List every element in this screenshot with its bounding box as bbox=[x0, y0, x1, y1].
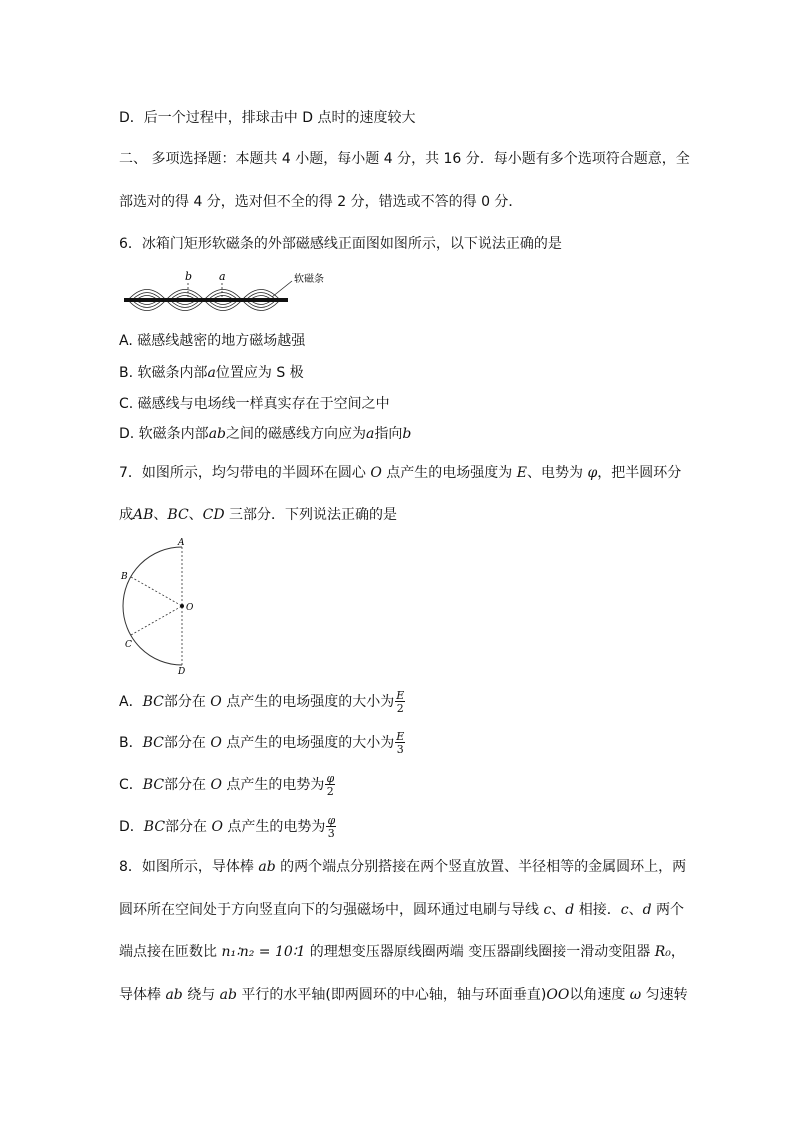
q6-option-c: C. 磁感线与电场线一样真实存在于空间之中 bbox=[119, 396, 390, 412]
q8-line1: 8．如图所示，导体棒 ab 的两个端点分别搭接在两个竖直放置、半径相等的金属圆环上，两 bbox=[119, 859, 687, 875]
q7-option-d: D．BC部分在 O 点产生的电势为 $\frac{\varphi}{3}$ bbox=[119, 814, 336, 840]
q7-option-b-fraction: $\frac{E}{3}$ bbox=[396, 730, 405, 756]
q7-figure-semicircle bbox=[115, 535, 205, 675]
q7-stem-line2: 成AB、BC、CD 三部分．下列说法正确的是 bbox=[119, 507, 398, 523]
q6-figure-magnetic-strip bbox=[122, 269, 362, 315]
q6-option-d: D. 软磁条内部ab之间的磁感线方向应为a指向b bbox=[119, 426, 412, 442]
q8-line3: 端点接在匝数比 n₁∶n₂ = 10∶1 的理想变压器原线圈两端 变压器副线圈接一滑动变阻器 R₀， bbox=[119, 944, 685, 960]
q7-stem-line1: 7．如图所示，均匀带电的半圆环在圆心 O 点产生的电场强度为 E、电势为 φ，把半圆环分 bbox=[119, 465, 682, 481]
q6-stem: 6．冰箱门矩形软磁条的外部磁感线正面图如图所示，以下说法正确的是 bbox=[119, 236, 562, 252]
q7-option-b: B．BC部分在 O 点产生的电场强度的大小为 $\frac{E}{3}$ bbox=[119, 730, 405, 756]
q6-label-b: b bbox=[185, 270, 193, 283]
q7-option-d-fraction: $\frac{\varphi}{3}$ bbox=[327, 814, 336, 840]
q6-label-strip: 软磁条 bbox=[294, 274, 324, 285]
q7-option-c-fraction: $\frac{\varphi}{2}$ bbox=[326, 772, 335, 798]
q7-label-D: D bbox=[178, 667, 186, 675]
q8-line2: 圆环所在空间处于方向竖直向下的匀强磁场中，圆环通过电刷与导线 c、d 相接．c、d 两个 bbox=[119, 902, 684, 918]
q8-line4: 导体棒 ab 绕与 ab 平行的水平轴(即两圆环的中心轴，轴与环面垂直)OO以角速度 ω 匀速转 bbox=[119, 987, 688, 1003]
q7-option-a: A．BC部分在 O 点产生的电场强度的大小为 $\frac{E}{2}$ bbox=[119, 689, 405, 715]
q7-option-c: C．BC部分在 O 点产生的电势为 $\frac{\varphi}{2}$ bbox=[119, 772, 335, 798]
q6-option-a: A. 磁感线越密的地方磁场越强 bbox=[119, 333, 306, 349]
q5-option-d: D．后一个过程中，排球击中 D 点时的速度较大 bbox=[119, 110, 416, 126]
q6-option-b: B. 软磁条内部a位置应为 S 极 bbox=[119, 365, 304, 381]
q7-label-B: B bbox=[121, 572, 128, 582]
q6-label-a: a bbox=[219, 270, 226, 283]
q7-label-A: A bbox=[178, 538, 185, 548]
section-2-heading-cont: 部选对的得 4 分，选对但不全的得 2 分，错选或不答的得 0 分． bbox=[119, 194, 523, 210]
q7-label-O: O bbox=[186, 603, 194, 613]
section-2-heading: 二、 多项选择题：本题共 4 小题，每小题 4 分，共 16 分．每小题有多个选项符合题意，全 bbox=[119, 151, 690, 167]
q7-option-a-fraction: $\frac{E}{2}$ bbox=[396, 689, 405, 715]
q7-label-C: C bbox=[125, 640, 132, 650]
